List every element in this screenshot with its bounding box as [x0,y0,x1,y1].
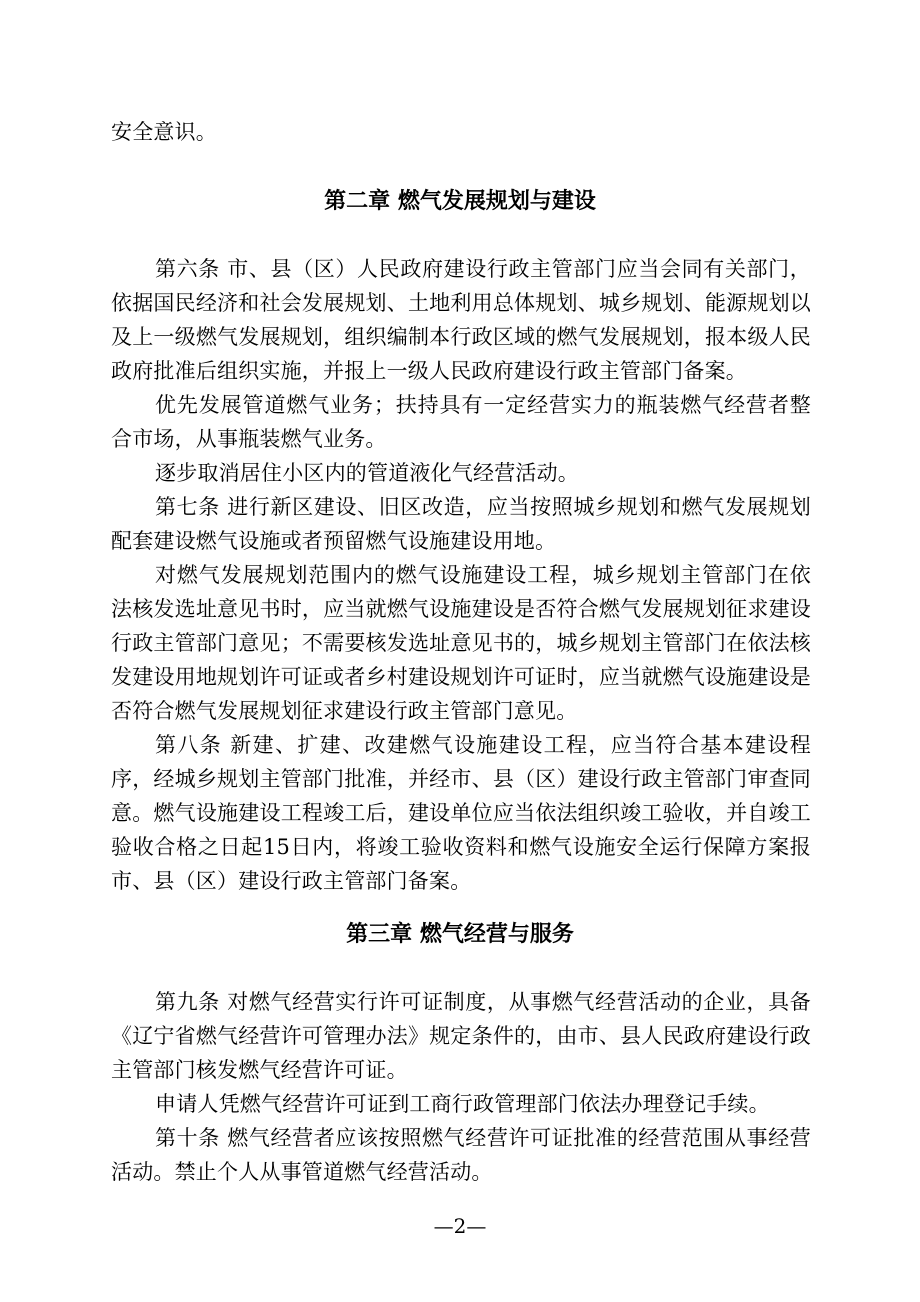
pipeline-priority-paragraph: 优先发展管道燃气业务；扶持具有一定经营实力的瓶装燃气经营者整合市场，从事瓶装燃气业务。 [111,393,811,451]
article-10-paragraph: 第十条 燃气经营者应该按照燃气经营许可证批准的经营范围从事经营活动。禁止个人从事管道燃气经营活动。 [111,1126,811,1184]
article-9-paragraph: 第九条 对燃气经营实行许可证制度，从事燃气经营活动的企业，具备《辽宁省燃气经营许可管理办法》规定条件的，由市、县人民政府建设行政主管部门核发燃气经营许可证。 [111,990,811,1082]
article-6-paragraph: 第六条 市、县（区）人民政府建设行政主管部门应当会同有关部门，依据国民经济和社会发展规划、土地利用总体规划、城乡规划、能源规划以及上一级燃气发展规划，组织编制本行政区域的燃气发展规划，报本级人民政府批准后组织实施，并报上一级人民政府建设行政主管部门备案。 [111,257,811,383]
site-approval-paragraph: 对燃气发展规划范围内的燃气设施建设工程，城乡规划主管部门在依法核发选址意见书时，应当就燃气设施建设是否符合燃气发展规划征求建设行政主管部门意见；不需要核发选址意见书的，城乡规划主管部门在依法核发建设用地规划许可证或者乡村建设规划许可证时，应当就燃气设施建设是否符合燃气发展规划征求建设行政主管部门意见。 [111,563,811,723]
lpg-cancellation-paragraph: 逐步取消居住小区内的管道液化气经营活动。 [155,461,579,485]
article-8-paragraph: 第八条 新建、扩建、改建燃气设施建设工程，应当符合基本建设程序，经城乡规划主管部门批准，并经市、县（区）建设行政主管部门审查同意。燃气设施建设工程竣工后，建设单位应当依法组织竣工验收，并自竣工验收合格之日起15日内，将竣工验收资料和燃气设施安全运行保障方案报市、县（区）建设行政主管部门备案。 [111,733,811,893]
page-number: —2— [433,1214,487,1238]
article-7-paragraph: 第七条 进行新区建设、旧区改造，应当按照城乡规划和燃气发展规划配套建设燃气设施或者预留燃气设施建设用地。 [111,495,811,553]
continuation-text: 安全意识。 [111,120,217,144]
chapter-2-heading: 第二章 燃气发展规划与建设 [324,189,596,214]
chapter-3-heading: 第三章 燃气经营与服务 [346,922,574,947]
registration-paragraph: 申请人凭燃气经营许可证到工商行政管理部门依法办理登记手续。 [155,1092,770,1116]
